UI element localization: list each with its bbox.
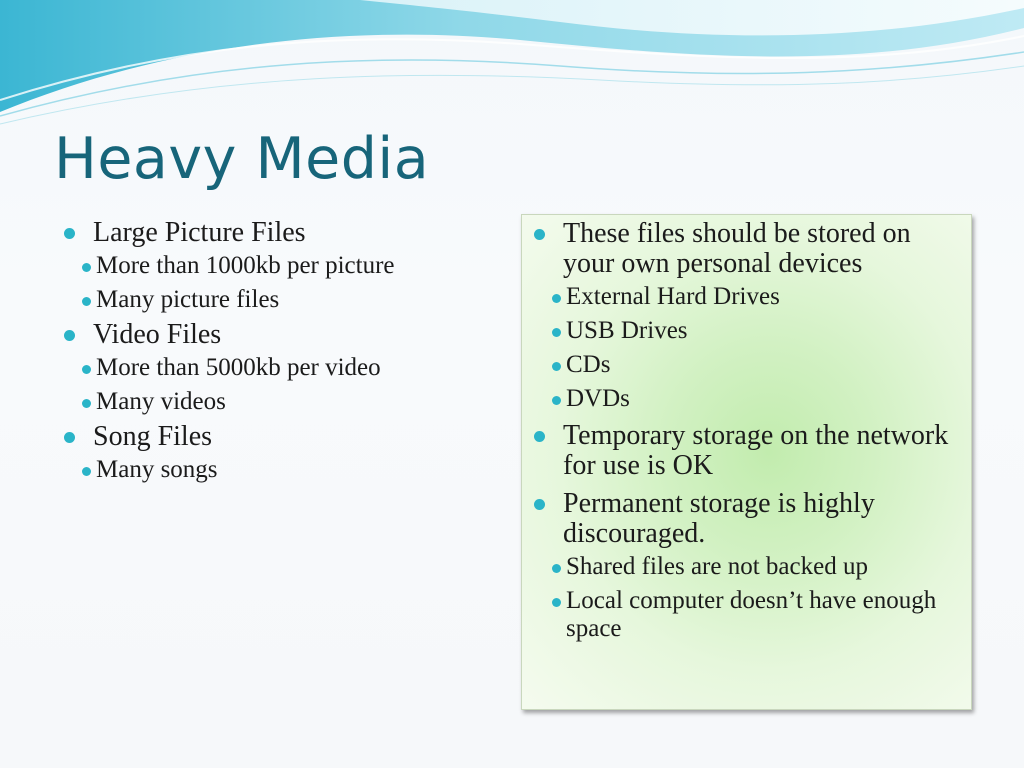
sub-bullet-list: [55, 252, 515, 314]
bullet-dot-icon: [64, 330, 75, 341]
bullet-dot-icon: [64, 228, 75, 239]
list-item: [525, 317, 965, 345]
bullet-dot-icon: [82, 399, 91, 408]
bullet-text: Video Files: [93, 319, 222, 350]
bullet-text: Temporary storage on the network for use is OK: [563, 420, 949, 481]
sub-bullet-list: [525, 283, 965, 413]
bullet-text: USB Drives: [566, 317, 688, 344]
bullet-dot-icon: [82, 467, 91, 476]
sub-bullet-list: [525, 553, 965, 643]
bullet-text: CDs: [566, 351, 611, 378]
bullet-text: More than 5000kb per video: [96, 354, 381, 381]
bullet-dot-icon: [82, 263, 91, 272]
bullet-dot-icon: [552, 328, 561, 337]
bullet-dot-icon: [552, 294, 561, 303]
bullet-dot-icon: [552, 564, 561, 573]
list-item: [525, 219, 965, 413]
bullet-dot-icon: [552, 396, 561, 405]
bullet-dot-icon: [534, 499, 545, 510]
list-item: [525, 489, 965, 643]
list-item: [525, 587, 965, 643]
bullet-text: Song Files: [93, 421, 213, 452]
list-item: [55, 388, 515, 416]
bullet-text: External Hard Drives: [566, 283, 780, 310]
list-item: [55, 422, 515, 484]
list-item: [55, 354, 515, 382]
list-item: [525, 421, 965, 481]
list-item: [55, 456, 515, 484]
bullet-text: Large Picture Files: [93, 217, 306, 248]
bullet-text: Many videos: [96, 388, 226, 415]
bullet-text: These files should be stored on your own personal devices: [563, 218, 911, 279]
bullet-dot-icon: [534, 229, 545, 240]
list-item: [525, 283, 965, 311]
list-item: [525, 553, 965, 581]
list-item: [525, 385, 965, 413]
slide-title: Heavy Media: [54, 126, 430, 192]
left-content-column: [55, 218, 515, 490]
list-item: [525, 351, 965, 379]
bullet-text: More than 1000kb per picture: [96, 252, 395, 279]
bullet-text: Many songs: [96, 456, 218, 483]
bullet-dot-icon: [82, 297, 91, 306]
bullet-dot-icon: [552, 362, 561, 371]
list-item: [55, 286, 515, 314]
bullet-text: Many picture files: [96, 286, 280, 313]
sub-bullet-list: [55, 354, 515, 416]
right-bullet-list: [525, 219, 965, 651]
bullet-dot-icon: [64, 432, 75, 443]
bullet-dot-icon: [82, 365, 91, 374]
storage-advice-box: [521, 214, 972, 710]
bullet-text: Local computer doesn’t have enough space: [566, 587, 937, 642]
list-item: [55, 218, 515, 314]
sub-bullet-list: [55, 456, 515, 484]
bullet-text: Shared files are not backed up: [566, 553, 868, 580]
bullet-text: Permanent storage is highly discouraged.: [563, 488, 875, 549]
bullet-dot-icon: [534, 431, 545, 442]
left-bullet-list: [55, 218, 515, 484]
list-item: [55, 320, 515, 416]
bullet-dot-icon: [552, 598, 561, 607]
header-wave-decoration: [0, 0, 1024, 130]
list-item: [55, 252, 515, 280]
bullet-text: DVDs: [566, 385, 630, 412]
